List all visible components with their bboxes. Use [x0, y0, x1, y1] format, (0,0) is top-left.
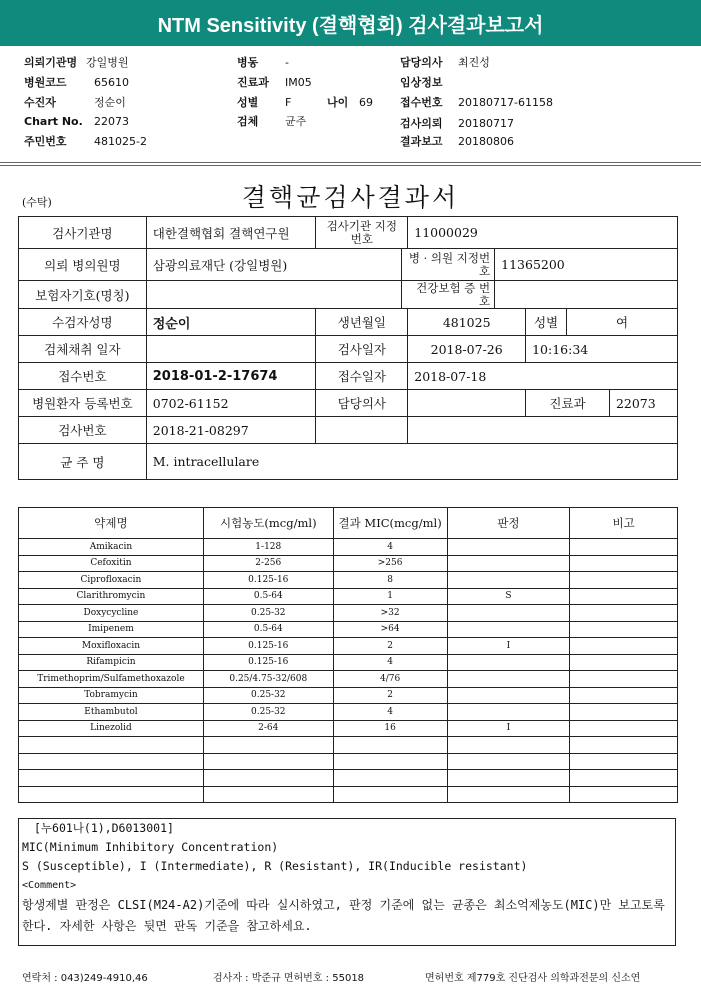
test-concentration — [203, 737, 333, 754]
health-no-value — [495, 281, 678, 309]
sex-row — [237, 94, 373, 110]
interpretation: S — [447, 588, 570, 605]
interpretation — [447, 572, 570, 589]
dept-value: 22073 — [609, 390, 677, 417]
drug-name — [19, 770, 204, 787]
mic-result: >32 — [333, 605, 447, 622]
drug-name: Imipenem — [19, 621, 204, 638]
accession-value: 20180717-61158 — [458, 96, 553, 109]
report-date-row — [400, 133, 514, 149]
report-date-value: 20180806 — [458, 135, 514, 148]
specimen-label: 검체 — [237, 115, 259, 128]
specimen-row — [237, 113, 306, 129]
rrn-row — [24, 133, 147, 149]
organism-label: 균 주 명 — [19, 444, 147, 480]
table-row — [19, 539, 678, 556]
chart-value: 22073 — [94, 115, 129, 128]
test-time-value: 10:16:34 — [526, 336, 678, 363]
ref-no-value: 11365200 — [495, 249, 678, 281]
mic-result: >256 — [333, 555, 447, 572]
test-concentration: 2-256 — [203, 555, 333, 572]
remarks — [570, 572, 678, 589]
rrn-label: 주민번호 — [24, 135, 67, 148]
ref-no-label: 병 · 의원 지정번호 — [402, 249, 495, 281]
mic-result: >64 — [333, 621, 447, 638]
code-label: 병원코드 — [24, 76, 67, 89]
table-row — [19, 555, 678, 572]
remarks — [570, 654, 678, 671]
test-concentration: 0.25-32 — [203, 687, 333, 704]
ward-row — [237, 54, 289, 70]
sex-value: 여 — [567, 309, 678, 336]
test-date-value: 2018-07-26 — [408, 336, 526, 363]
clinical-label: 임상정보 — [400, 76, 443, 89]
drug-name: Tobramycin — [19, 687, 204, 704]
drug-name — [19, 786, 204, 803]
dob-label: 생년월일 — [316, 309, 408, 336]
remarks — [570, 605, 678, 622]
doctor-value: 최진성 — [458, 56, 490, 69]
interpretation: I — [447, 720, 570, 737]
interpretation — [447, 654, 570, 671]
test-concentration: 0.125-16 — [203, 638, 333, 655]
drug-name — [19, 753, 204, 770]
registration-label: 병원환자 등록번호 — [19, 390, 147, 417]
lab-value: 대한결핵협회 결핵연구원 — [146, 217, 316, 249]
dept-label: 진료과 — [526, 390, 610, 417]
mic-result: 4 — [333, 539, 447, 556]
test-concentration — [203, 786, 333, 803]
drug-name: Trimethoprim/Sulfamethoxazole — [19, 671, 204, 688]
chart-label: Chart No. — [24, 115, 83, 128]
name-label: 수검자성명 — [19, 309, 147, 336]
interpretation — [447, 621, 570, 638]
notes-legend: S (Susceptible), I (Intermediate), R (Resistant), IR(Inducible resistant) — [22, 859, 528, 873]
dept-row — [237, 74, 312, 90]
footer-contact: 연락처 : 043)249-4910,46 — [22, 973, 148, 984]
ref-hospital-label: 의뢰 병의원명 — [19, 249, 147, 281]
health-no-label: 건강보험 증 번 호 — [402, 281, 495, 309]
accession-row — [400, 94, 553, 110]
interpretation — [447, 671, 570, 688]
report-info-table — [18, 216, 678, 480]
lab-no-label: 검사기관 지정번호 — [316, 217, 408, 249]
sex-label: 성별 — [526, 309, 567, 336]
mic-result — [333, 770, 447, 787]
drug-name: Ethambutol — [19, 704, 204, 721]
footer-license: 면허번호 제779호 진단검사 의학과전문의 신소연 — [425, 973, 641, 984]
notes-mic: MIC(Minimum Inhibitory Concentration) — [22, 840, 279, 854]
mic-result — [333, 786, 447, 803]
drug-name: Doxycycline — [19, 605, 204, 622]
test-date-label: 검사일자 — [316, 336, 408, 363]
remarks — [570, 588, 678, 605]
clinical-row — [400, 74, 458, 90]
mic-result: 4 — [333, 654, 447, 671]
interpretation — [447, 555, 570, 572]
interpretation — [447, 753, 570, 770]
patient-value: 정순이 — [94, 96, 126, 109]
table-row — [19, 621, 678, 638]
name-value: 정순이 — [146, 309, 316, 336]
table-row — [19, 605, 678, 622]
age-value: 69 — [359, 96, 373, 109]
mic-result: 4/76 — [333, 671, 447, 688]
physician-label: 담당의사 — [316, 390, 408, 417]
lab-no-value: 11000029 — [408, 217, 678, 249]
report-title: 결핵균검사결과서 — [241, 183, 460, 212]
remarks — [570, 671, 678, 688]
drug-name: Ciprofloxacin — [19, 572, 204, 589]
doctor-row — [400, 54, 490, 70]
notes-box — [18, 818, 676, 946]
mic-result: 4 — [333, 704, 447, 721]
remarks — [570, 638, 678, 655]
interpretation — [447, 737, 570, 754]
table-row — [19, 638, 678, 655]
request-value: 20180717 — [458, 117, 514, 130]
consignment-label: (수탁) — [22, 196, 52, 209]
sex-label: 성별 — [237, 96, 259, 109]
empty-cell — [316, 417, 408, 444]
ward-label: 병동 — [237, 56, 259, 69]
test-concentration — [203, 770, 333, 787]
report-header-title: NTM Sensitivity (결핵협회) 검사결과보고서 — [0, 0, 701, 46]
age-label: 나이 — [327, 96, 349, 109]
table-row — [19, 588, 678, 605]
interpretation — [447, 687, 570, 704]
hospital-label: 의뢰기관명 — [24, 56, 78, 69]
report-date-label: 결과보고 — [400, 135, 443, 148]
collect-date-value — [146, 336, 316, 363]
notes-comment-label: <Comment> — [22, 880, 77, 891]
divider — [0, 162, 701, 163]
registration-value: 0702-61152 — [146, 390, 316, 417]
mic-result — [333, 737, 447, 754]
collect-date-label: 검체채취 일자 — [19, 336, 147, 363]
mic-result — [333, 753, 447, 770]
drug-name: Linezolid — [19, 720, 204, 737]
notes-comment: 항생제별 판정은 CLSI(M24-A2)기준에 따라 실시하였고, 판정 기준에 없는 균종은 최소억제농도(MIC)만 보고토록 한다. 자세한 사항은 뒷면 판독 기준을 참고하세요. — [22, 898, 665, 933]
table-row — [19, 720, 678, 737]
test-concentration: 1-128 — [203, 539, 333, 556]
interpretation — [447, 770, 570, 787]
hospital-value: 강일병원 — [86, 56, 129, 69]
drug-susceptibility-table — [18, 507, 678, 803]
table-row — [19, 704, 678, 721]
remarks — [570, 687, 678, 704]
interpretation — [447, 786, 570, 803]
table-header-row — [19, 508, 678, 539]
ward-value: - — [285, 56, 289, 69]
remarks — [570, 539, 678, 556]
remarks — [570, 555, 678, 572]
table-row — [19, 753, 678, 770]
chart-row — [24, 115, 129, 128]
remarks — [570, 753, 678, 770]
exam-no-label: 검사번호 — [19, 417, 147, 444]
lab-label: 검사기관명 — [19, 217, 147, 249]
remarks — [570, 786, 678, 803]
table-row — [19, 737, 678, 754]
organism-value: M. intracellulare — [146, 444, 677, 480]
interpretation: I — [447, 638, 570, 655]
test-concentration: 0.125-16 — [203, 572, 333, 589]
drug-name — [19, 737, 204, 754]
patient-info-block — [0, 46, 701, 164]
interpretation — [447, 704, 570, 721]
col-header-interpretation: 판정 — [447, 508, 570, 539]
dept-value: IM05 — [285, 76, 312, 89]
mic-result: 8 — [333, 572, 447, 589]
specimen-value: 균주 — [285, 115, 307, 128]
test-concentration: 0.25/4.75-32/608 — [203, 671, 333, 688]
physician-value — [408, 390, 526, 417]
test-concentration: 0.25-32 — [203, 605, 333, 622]
divider — [0, 165, 701, 166]
table-row — [19, 687, 678, 704]
sex-value: F — [285, 96, 292, 109]
test-concentration: 0.5-64 — [203, 588, 333, 605]
remarks — [570, 737, 678, 754]
interpretation — [447, 539, 570, 556]
drug-name: Amikacin — [19, 539, 204, 556]
mic-result: 16 — [333, 720, 447, 737]
col-header-mic: 결과 MIC(mcg/ml) — [333, 508, 447, 539]
hospital-row — [24, 54, 129, 70]
test-concentration — [203, 753, 333, 770]
insured-value — [146, 281, 402, 309]
remarks — [570, 770, 678, 787]
col-header-drug: 약제명 — [19, 508, 204, 539]
patient-row — [24, 94, 126, 110]
request-label: 검사의뢰 — [400, 117, 443, 130]
drug-name: Cefoxitin — [19, 555, 204, 572]
footer-examiner: 검사자 : 박준규 면허번호 : 55018 — [213, 973, 365, 984]
table-row — [19, 671, 678, 688]
col-header-remarks: 비고 — [570, 508, 678, 539]
code-value: 65610 — [94, 76, 129, 89]
request-row — [400, 115, 514, 131]
remarks — [570, 621, 678, 638]
receipt-no-value: 2018-01-2-17674 — [146, 363, 316, 390]
notes-code: [누601나(1),D6013001] — [34, 821, 174, 835]
drug-name: Clarithromycin — [19, 588, 204, 605]
receipt-date-label: 접수일자 — [316, 363, 408, 390]
test-concentration: 0.125-16 — [203, 654, 333, 671]
ref-hospital-value: 삼광의료재단 (강일병원) — [146, 249, 402, 281]
mic-result: 2 — [333, 638, 447, 655]
receipt-no-label: 접수번호 — [19, 363, 147, 390]
insured-label: 보험자기호(명칭) — [19, 281, 147, 309]
interpretation — [447, 605, 570, 622]
rrn-value: 481025-2 — [94, 135, 147, 148]
col-header-concentration: 시험농도(mcg/ml) — [203, 508, 333, 539]
doctor-label: 담당의사 — [400, 56, 443, 69]
table-row — [19, 786, 678, 803]
test-concentration: 0.25-32 — [203, 704, 333, 721]
dept-label: 진료과 — [237, 76, 269, 89]
accession-label: 접수번호 — [400, 96, 443, 109]
exam-no-value: 2018-21-08297 — [146, 417, 316, 444]
test-concentration: 0.5-64 — [203, 621, 333, 638]
remarks — [570, 704, 678, 721]
receipt-date-value: 2018-07-18 — [408, 363, 678, 390]
drug-name: Moxifloxacin — [19, 638, 204, 655]
drug-name: Rifampicin — [19, 654, 204, 671]
mic-result: 2 — [333, 687, 447, 704]
patient-label: 수진자 — [24, 96, 56, 109]
remarks — [570, 720, 678, 737]
empty-cell — [408, 417, 678, 444]
test-concentration: 2-64 — [203, 720, 333, 737]
mic-result: 1 — [333, 588, 447, 605]
code-row — [24, 74, 129, 90]
table-row — [19, 654, 678, 671]
dob-value: 481025 — [408, 309, 526, 336]
table-row — [19, 770, 678, 787]
table-row — [19, 572, 678, 589]
